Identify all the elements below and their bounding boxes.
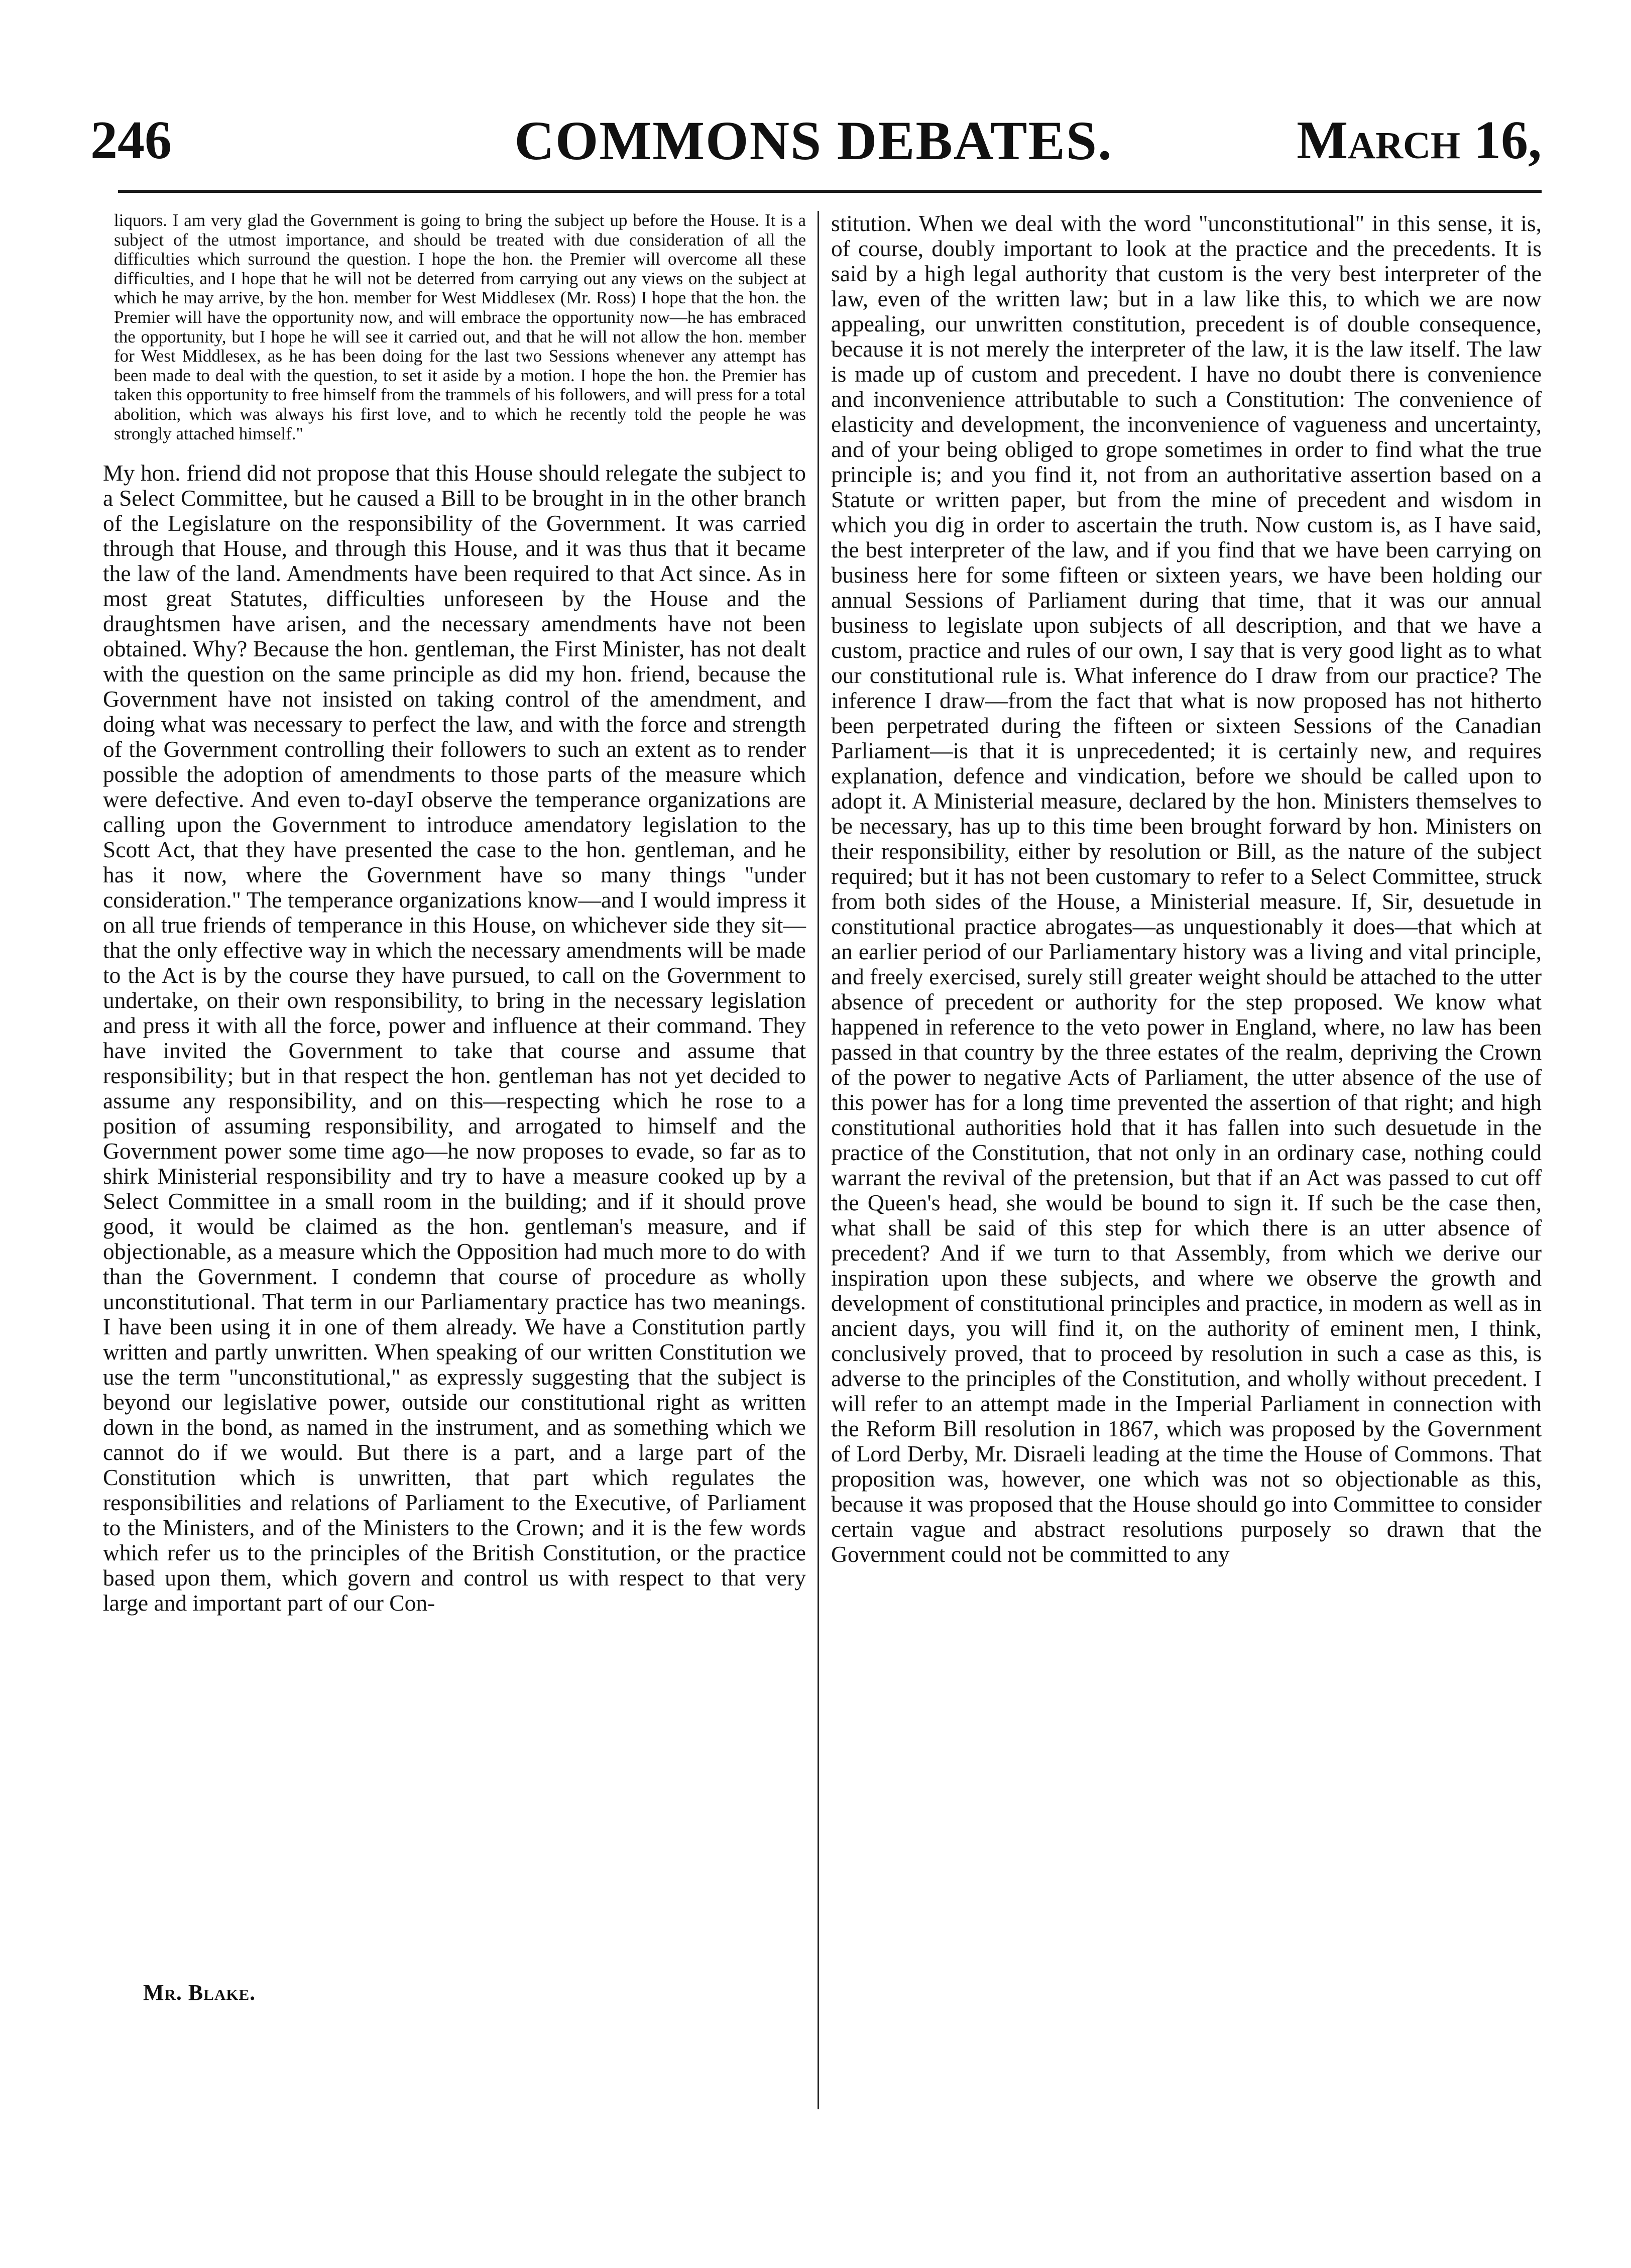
running-title: COMMONS DEBATES.	[514, 110, 1113, 171]
header-date: March 16,	[1297, 110, 1542, 170]
right-column	[831, 211, 1542, 1567]
page-header	[85, 103, 1542, 193]
quoted-passage: liquors. I am very glad the Government is going to bring the subject up before the House. It is a subject of the utmost importance, and should be treated with due consideration of all the difficulties which surround the question. I hope the hon. the Premier will overcome all these difficulties, and I hope that he will not be deterred from carrying out any views on the subject at which he may arrive, by the hon. member for West Middlesex (Mr. Ross) I hope that the hon. the Premier will have the opportunity now, and will embrace the opportunity now—he has embraced the opportunity, but I hope he will see it carried out, and that he will not allow the hon. member for West Middlesex, as he has been doing for the last two Sessions whenever any attempt has been made to deal with the question, to set it aside by a motion. I hope the hon. the Premier has taken this opportunity to free himself from the trammels of his followers, and will press for a total abolition, which was always his first love, and to which he recently told the people he was strongly attached himself."	[114, 210, 806, 443]
page-number: 246	[90, 110, 172, 170]
left-column-body: My hon. friend did not propose that this House should relegate the subject to a Select Committee, but he caused a Bill to be brought in in the other branch of the Legislature on the responsibility of the Government. It was carried through that House, and through this House, and it was thus that it became the law of the land. Amendments have been required to that Act since. As in most great Statutes, difficulties unforeseen by the House and the draughtsmen have arisen, and the necessary amendments have not been obtained. Why? Because the hon. gentleman, the First Minister, has not dealt with the question on the same principle as did my hon. friend, because the Government have not insisted on taking control of the amendment, and doing what was necessary to perfect the law, and with the force and strength of the Government controlling their followers to such an extent as to render possible the adoption of amendments to those parts of the measure which were defective. And even to-dayI observe the temperance organizations are calling upon the Government to introduce amendatory legislation to the Scott Act, that they have presented the case to the hon. gentleman, and he has it now, where the Government have so many things "under consideration." The temperance organizations know—and I would impress it on all true friends of temperance in this House, on whichever side they sit—that the only effective way in which the necessary amendments will be made to the Act is by the course they have pursued, to call on the Government to undertake, on their own responsibility, to bring in the necessary legislation and press it with all the force, power and influence at their command. They have invited the Government to take that course and assume that responsibility; but in that respect the hon. gentleman has not yet decided to assume any responsibility, and on this—respecting which he rose to a position of assuming responsibility, and arrogated to himself and the Government power some time ago—he now proposes to evade, so far as to shirk Ministerial responsibility and try to have a measure cooked up by a Select Committee in a small room in the building; and if it should prove good, it would be claimed as the hon. gentleman's measure, and if objectionable, as a measure which the Opposition had much more to do with than the Government. I condemn that course of procedure as wholly unconstitutional. That term in our Parliamentary practice has two meanings. I have been using it in one of them already. We have a Constitution partly written and partly unwritten. When speaking of our written Constitution we use the term "unconstitutional," as expressly suggesting that the subject is beyond our legislative power, outside our constitutional right as written down in the bond, as named in the instrument, and as something which we cannot do if we would. But there is a part, and a large part of the Constitution which is unwritten, that part which regulates the responsibilities and relations of Parliament to the Executive, of Parliament to the Ministers, and of the Ministers to the Crown; and it is the few words which refer us to the principles of the British Constitution, or the practice based upon them, which govern and control us with respect to that very large and important part of our Con-	[103, 460, 806, 1616]
column-divider	[818, 211, 819, 2109]
right-column-body: stitution. When we deal with the word "unconstitutional" in this sense, it is, of course, doubly important to look at the practice and the precedents. It is said by a high legal authority that custom is the very best interpreter of the law, even of the written law; but in a law like this, to which we are now appealing, our unwritten constitution, precedent is of double consequence, because it is not merely the interpreter of the law, it is the law itself. The law is made up of custom and precedent. I have no doubt there is convenience and inconvenience attributable to such a Constitution: The convenience of elasticity and development, the inconvenience of vagueness and uncertainty, and of your being obliged to grope sometimes in order to find what the true principle is; and you find it, not from an authoritative assertion based on a Statute or written paper, but from the mine of precedent and wisdom in which you dig in order to ascertain the truth. Now custom is, as I have said, the best interpreter of the law, and if you find that we have been carrying on business here for some fifteen or sixteen years, we have been holding our annual Sessions of Parliament during that time, that it was our annual business to legislate upon subjects of all description, and that we have a custom, practice and rules of our own, I say that is very good light as to what our constitutional rule is. What inference do I draw from our practice? The inference I draw—from the fact that what is now proposed has not hitherto been perpetrated during the fifteen or sixteen Sessions of the Canadian Parliament—is that it is unprecedented; it is certainly new, and requires explanation, defence and vindication, before we should be called upon to adopt it. A Ministerial measure, declared by the hon. Ministers themselves to be necessary, has up to this time been brought forward by hon. Ministers on their responsibility, either by resolution or Bill, as the nature of the subject required; but it has not been customary to refer to a Select Committee, struck from both sides of the House, a Ministerial measure. If, Sir, desuetude in constitutional practice abrogates—as unquestionably it does—that which at an earlier period of our Parliamentary history was a living and vital principle, and freely exercised, surely still greater weight should be attached to the utter absence of precedent or authority for the step proposed. We know what happened in reference to the veto power in England, where, no law has been passed in that country by the three estates of the realm, depriving the Crown of the power to negative Acts of Parliament, the utter absence of the use of this power has for a long time prevented the assertion of that right; and high constitutional authorities hold that it has fallen into such desuetude in the practice of the Constitution, that not only in an ordinary case, nothing could warrant the revival of the pretension, but that if an Act was passed to cut off the Queen's head, she would be bound to sign it. If such be the case then, what shall be said of this step for which there is an utter absence of precedent? And if we turn to that Assembly, from which we derive our inspiration upon these subjects, and where we observe the growth and development of constitutional principles and practice, in modern as well as in ancient days, you will find it, on the authority of eminent men, I think, conclusively proved, that to proceed by resolution in such a case as this, is adverse to the principles of the Constitution, and wholly without precedent. I will refer to an attempt made in the Imperial Parliament in connection with the Reform Bill resolution in 1867, which was proposed by the Government of Lord Derby, Mr. Disraeli leading at the time the House of Commons. That proposition was, however, one which was not so objectionable as this, because it was proposed that the House should go into Committee to consider certain vague and abstract resolutions purposely so drawn that the Government could not be committed to any	[831, 210, 1542, 1567]
footer-speaker: Mr. Blake.	[143, 1980, 256, 2005]
header-rule	[118, 190, 1542, 193]
left-column	[103, 211, 806, 1616]
